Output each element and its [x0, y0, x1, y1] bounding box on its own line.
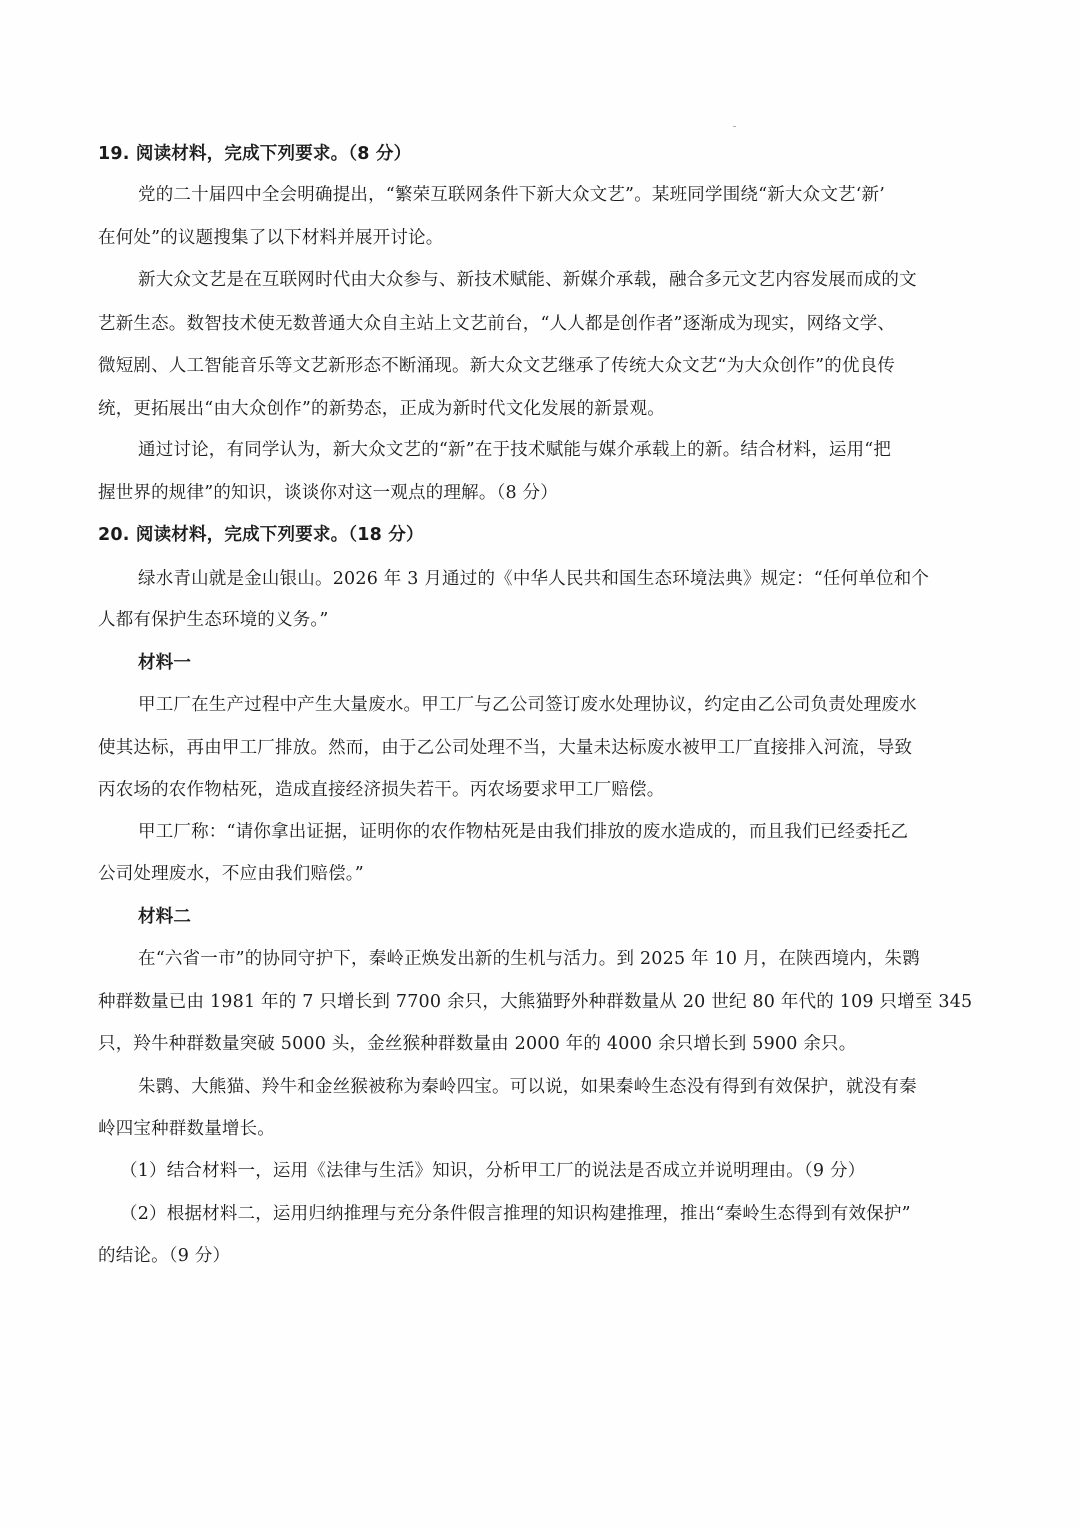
q19-paragraph-2-line-1: 新大众文艺是在互联网时代由大众参与、新技术赋能、新媒介承载，融合多元文艺内容发展而成的文: [138, 270, 917, 290]
sub-question-2-line-1: （2）根据材料二，运用归纳推理与充分条件假言推理的知识构建推理，推出“秦岭生态得到有效保护”: [120, 1204, 911, 1224]
material-1-paragraph-1-line-2: 使其达标，再由甲工厂排放。然而，由于乙公司处理不当，大量未达标废水被甲工厂直接排入河流，导致: [98, 738, 913, 758]
q19-paragraph-2-line-4: 统，更拓展出“由大众创作”的新势态，正成为新时代文化发展的新景观。: [98, 399, 665, 419]
q19-paragraph-1-line-1: 党的二十届四中全会明确提出，“繁荣互联网条件下新大众文艺”。某班同学围绕“新大众文艺‘新’: [138, 185, 885, 205]
material-2-paragraph-2-line-1: 朱鹮、大熊猫、羚牛和金丝猴被称为秦岭四宝。可以说，如果秦岭生态没有得到有效保护，就没有秦: [138, 1077, 917, 1097]
material-2-paragraph-1-line-2: 种群数量已由 1981 年的 7 只增长到 7700 余只，大熊猫野外种群数量从 20 世纪 80 年代的 109 只增至 345: [98, 992, 973, 1012]
material-1-paragraph-1-line-1: 甲工厂在生产过程中产生大量废水。甲工厂与乙公司签订废水处理协议，约定由乙公司负责处理废水: [138, 695, 917, 715]
q20-intro-line-2: 人都有保护生态环境的义务。”: [98, 610, 329, 630]
material-2-paragraph-2-line-2: 岭四宝种群数量增长。: [98, 1119, 275, 1139]
q19-paragraph-3-line-2: 握世界的规律”的知识，谈谈你对这一观点的理解。（8 分）: [98, 483, 558, 503]
material-1-title: 材料一: [138, 653, 192, 673]
material-1-paragraph-2-line-1: 甲工厂称：“请你拿出证据，证明你的农作物枯死是由我们排放的废水造成的，而且我们已经委托乙: [138, 822, 909, 842]
question-20-title: 20. 阅读材料，完成下列要求。（18 分）: [98, 525, 424, 545]
scan-speck: [733, 126, 736, 127]
q20-intro-line-1: 绿水青山就是金山银山。2026 年 3 月通过的《中华人民共和国生态环境法典》规定：“任何单位和个: [138, 569, 930, 589]
material-1-paragraph-2-line-2: 公司处理废水，不应由我们赔偿。”: [98, 864, 364, 884]
q19-paragraph-1-line-2: 在何处”的议题搜集了以下材料并展开讨论。: [98, 228, 444, 248]
material-1-paragraph-1-line-3: 丙农场的农作物枯死，造成直接经济损失若干。丙农场要求甲工厂赔偿。: [98, 780, 665, 800]
material-2-title: 材料二: [138, 907, 192, 927]
q19-paragraph-2-line-3: 微短剧、人工智能音乐等文艺新形态不断涌现。新大众文艺继承了传统大众文艺“为大众创作”的优良传: [98, 356, 896, 376]
q19-paragraph-2-line-2: 艺新生态。数智技术使无数普通大众自主站上文艺前台，“人人都是创作者”逐渐成为现实，网络文学、: [98, 314, 896, 334]
question-19-title: 19. 阅读材料，完成下列要求。（8 分）: [98, 144, 412, 164]
sub-question-1: （1）结合材料一，运用《法律与生活》知识，分析甲工厂的说法是否成立并说明理由。（9 分）: [120, 1161, 866, 1181]
material-2-paragraph-1-line-1: 在“六省一市”的协同守护下，秦岭正焕发出新的生机与活力。到 2025 年 10 月，在陕西境内，朱鹮: [138, 949, 920, 969]
q19-paragraph-3-line-1: 通过讨论，有同学认为，新大众文艺的“新”在于技术赋能与媒介承载上的新。结合材料，运用“把: [138, 440, 892, 460]
material-2-paragraph-1-line-3: 只，羚牛种群数量突破 5000 头，金丝猴种群数量由 2000 年的 4000 余只增长到 5900 余只。: [98, 1034, 857, 1054]
sub-question-2-line-2: 的结论。（9 分）: [98, 1246, 231, 1266]
